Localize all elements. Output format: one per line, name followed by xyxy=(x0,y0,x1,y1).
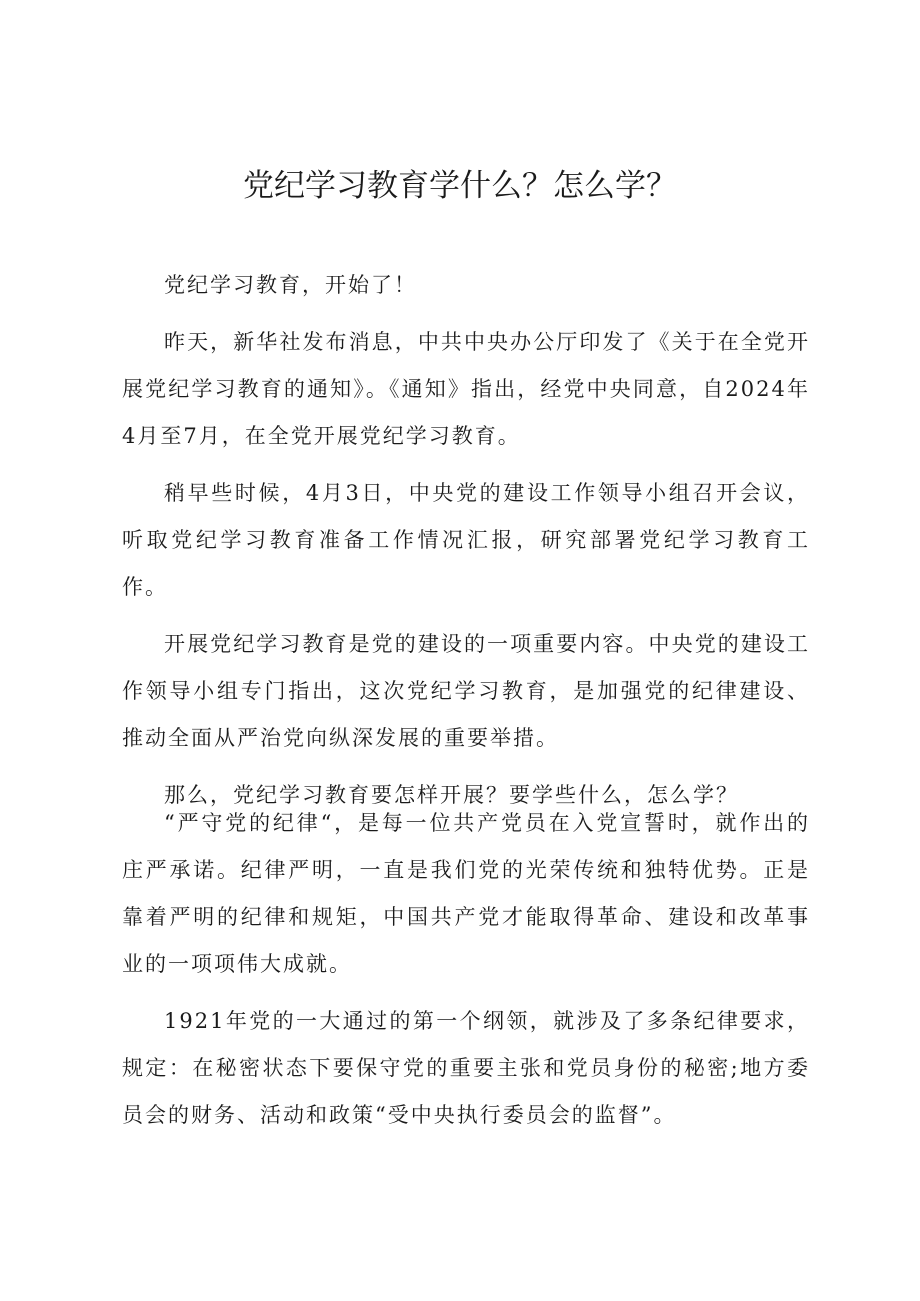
paragraph: 党纪学习教育，开始了！ xyxy=(164,273,417,297)
paragraph: 1921年党的一大通过的第一个纲领，就涉及了多条纪律要求，规定：在秘密状态下要保守党的重要主张和党员身份的秘密;地方委员会的财务、活动和政策“受中央执行委员会的监督”。 xyxy=(122,1009,810,1127)
paragraph: 开展党纪学习教育是党的建设的一项重要内容。中央党的建设工作领导小组专门指出，这次党纪学习教育，是加强党的纪律建设、推动全面从严治党向纵深发展的重要举措。 xyxy=(122,632,810,750)
paragraph: 那么，党纪学习教育要怎样开展？要学些什么，怎么学？ xyxy=(164,783,739,807)
section-discipline-history xyxy=(122,800,810,1139)
paragraph: 稍早些时候，4月3日，中央党的建设工作领导小组召开会议，听取党纪学习教育准备工作情况汇报，研究部署党纪学习教育工作。 xyxy=(122,481,810,599)
paragraph: “严守党的纪律“，是每一位共产党员在入党宣誓时，就作出的庄严承诺。纪律严明，一直是我们党的光荣传统和独特优势。正是靠着严明的纪律和规矩，中国共产党才能取得革命、建设和改革事业的一项项伟大成就。 xyxy=(122,811,810,976)
document-title: 党纪学习教育学什么？怎么学？ xyxy=(243,168,677,204)
paragraph: 昨天，新华社发布消息，中共中央办公厅印发了《关于在全党开展党纪学习教育的通知》。《通知》指出，经党中央同意，自2024年4月至7月，在全党开展党纪学习教育。 xyxy=(122,330,810,448)
section-intro xyxy=(122,262,810,819)
